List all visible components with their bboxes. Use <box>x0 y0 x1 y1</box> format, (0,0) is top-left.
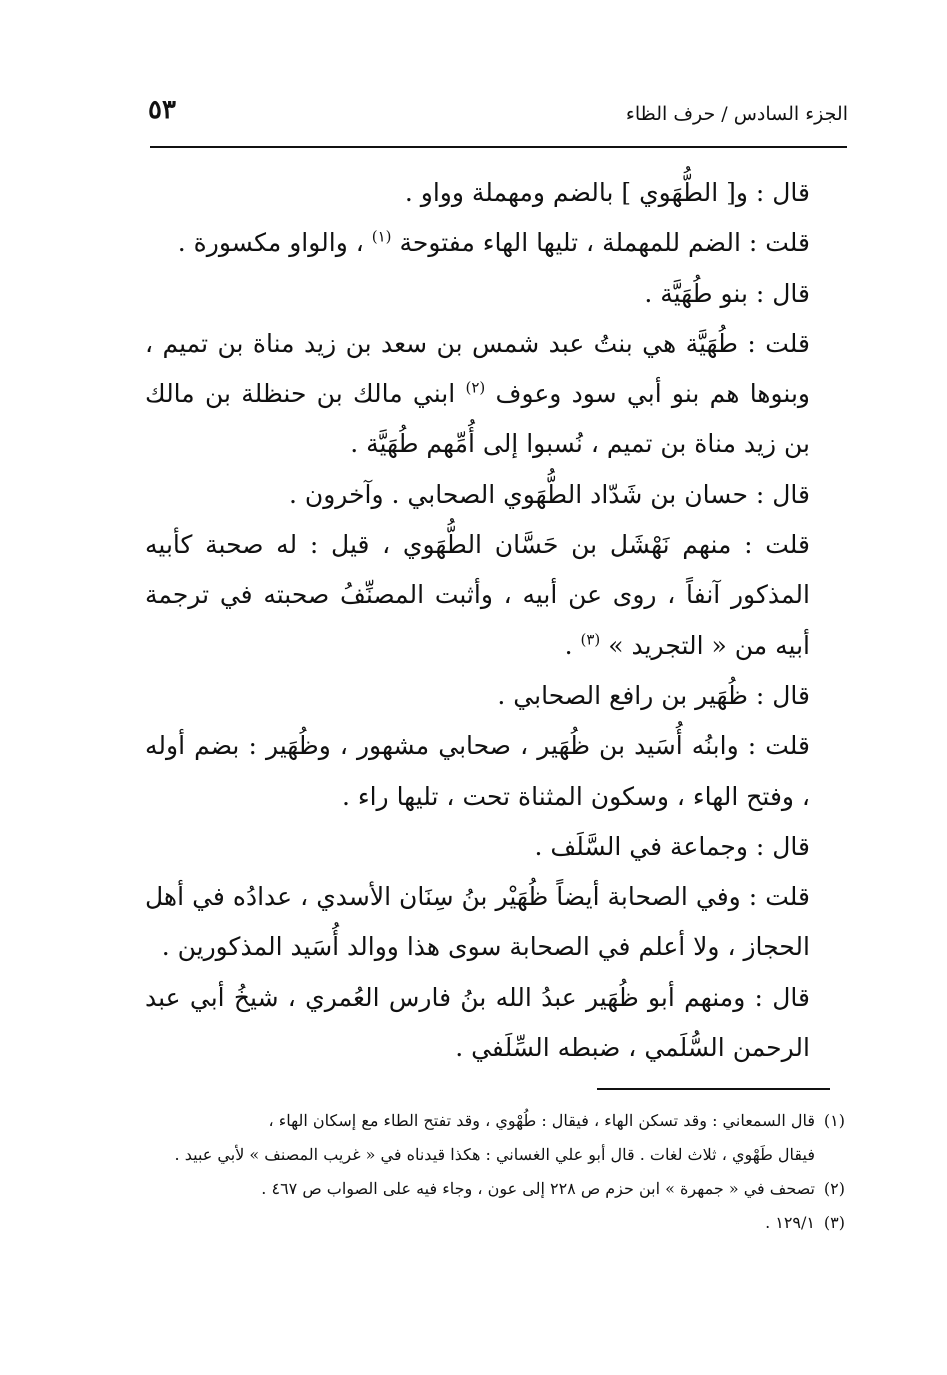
footnote-1-continuation: فيقال طَهْوي ، ثلاث لغات . قال أبو علي الغساني : هكذا قيدناه في « غريب المصنف » لأبي عبيد . <box>174 1145 815 1164</box>
paragraph-6-text: قلت : منهم نَهْشَل بن حَسَّان الطُّهَوي ، قيل : له صحبة كأبيه المذكور آنفاً ، روى عن أبيه ، وأثبت المصنِّفُ صحبته في ترجمة أبيه من « التجريد » <box>145 530 810 660</box>
paragraph-8: قلت : وابنُه أُسَيد بن ظُهَير ، صحابي مشهور ، وظُهَير : بضم أوله ، وفتح الهاء ، وسكون المثناة تحت ، تليها راء . <box>145 731 810 811</box>
running-header <box>148 92 848 132</box>
footnote-2-number: (٢) <box>823 1179 845 1198</box>
paragraph-6 <box>145 520 845 671</box>
footnote-reference-3[interactable]: (٣) <box>580 630 601 649</box>
paragraph-2-text: قلت : الضم للمهملة ، تليها الهاء مفتوحة <box>391 228 810 258</box>
footnote-3-number: (٣) <box>823 1213 845 1232</box>
header-rule <box>150 146 847 148</box>
page-number: ٥٣ <box>148 95 176 125</box>
footnote-3 <box>145 1206 845 1240</box>
paragraph-4-text-end: ابني مالك بن حنظلة بن مالك بن زيد مناة بن تميم ، نُسبوا إلى أُمِّهم طُهَيَّة . <box>145 379 810 459</box>
footnote-1-text: قال السمعاني : وقد تسكن الهاء ، فيقال : طُهْوي ، وقد تفتح الطاء مع إسكان الهاء ، <box>268 1111 815 1130</box>
footnote-1 <box>145 1104 845 1172</box>
paragraph-11: قال : ومنهم أبو ظُهَير عبدُ الله بنُ فارس العُمري ، شيخُ أبي عبد الرحمن السُّلَمي ، ضبطه السِّلَفي . <box>145 982 810 1063</box>
paragraph-9: قال : وجماعة في السَّلَف . <box>534 831 810 861</box>
paragraph-6-text-end: . <box>564 630 581 660</box>
paragraph-4-text: قلت : طُهَيَّة هي بنتُ عبد شمس بن سعد بن زيد مناة بن تميم ، وبنوها هم بنو أبي سود وعوف <box>145 328 810 409</box>
footnote-3-text: ١٢٩/١ . <box>765 1213 815 1232</box>
paragraph-2-text-end: ، والواو مكسورة . <box>177 228 372 258</box>
footnote-2-text: تصحف في « جمهرة » ابن حزم ص ٢٢٨ إلى عون ، وجاء فيه على الصواب ص ٤٦٧ . <box>261 1179 815 1198</box>
footnote-separator <box>597 1088 830 1090</box>
running-title: الجزء السادس / حرف الظاء <box>625 103 848 125</box>
paragraph-1: قال : و[ الطُّهَوي ] بالضم ومهملة وواو . <box>404 178 810 207</box>
paragraph-5: قال : حسان بن شَدّاد الطُّهَوي الصحابي . وآخرون . <box>288 479 810 509</box>
footnote-reference-1[interactable]: (١) <box>371 227 392 246</box>
main-text <box>145 168 845 1073</box>
footnotes <box>145 1104 845 1240</box>
footnote-1-number: (١) <box>823 1111 845 1130</box>
footnote-reference-2[interactable]: (٢) <box>465 378 486 397</box>
paragraph-2 <box>145 218 845 268</box>
paragraph-3: قال : بنو طُهَيَّة . <box>644 278 810 308</box>
paragraph-7: قال : ظُهَير بن رافع الصحابي . <box>497 680 810 710</box>
paragraph-10: قلت : وفي الصحابة أيضاً ظُهَيْر بنُ سِنَان الأسدي ، عدادُه في أهل الحجاز ، ولا أعلم في الصحابة سوى هذا ووالد أُسَيد المذكورين . <box>145 882 810 962</box>
footnote-2 <box>145 1172 845 1206</box>
paragraph-4 <box>145 319 845 470</box>
